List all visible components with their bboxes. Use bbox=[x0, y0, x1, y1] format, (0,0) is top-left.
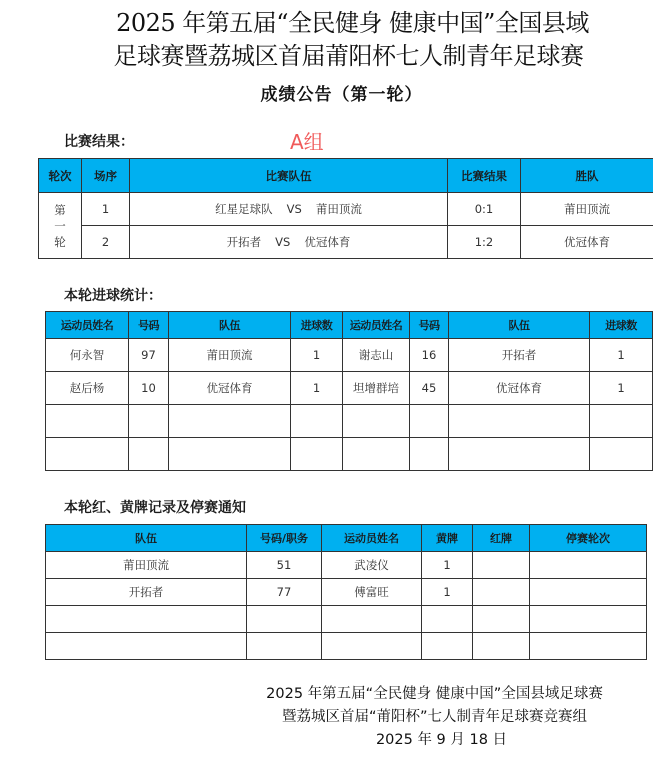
home-team: 开拓者 bbox=[226, 235, 262, 249]
card-team bbox=[46, 633, 247, 660]
vs-label: VS bbox=[275, 235, 291, 249]
goal-count: 1 bbox=[590, 372, 653, 405]
player-team: 开拓者 bbox=[449, 339, 590, 372]
col-header-number: 号码 bbox=[410, 312, 449, 339]
col-header-teams: 比赛队伍 bbox=[130, 159, 448, 193]
table-row bbox=[46, 579, 647, 606]
col-header-score: 比赛结果 bbox=[448, 159, 521, 193]
player-name bbox=[343, 405, 410, 438]
card-team: 莆田顶流 bbox=[46, 552, 247, 579]
player-name bbox=[343, 438, 410, 471]
match-results-table bbox=[38, 158, 653, 259]
round-cell bbox=[39, 193, 82, 259]
table-row-empty bbox=[46, 633, 647, 660]
round-char: 第 bbox=[54, 202, 66, 217]
col-header-team: 队伍 bbox=[46, 525, 247, 552]
player-number: 97 bbox=[129, 339, 169, 372]
goal-count bbox=[291, 438, 343, 471]
yellow-count bbox=[422, 606, 473, 633]
suspension-rounds bbox=[530, 552, 647, 579]
document-title-line1: 2025 年第五届“全民健身 健康中国”全国县域 bbox=[116, 9, 589, 37]
card-number bbox=[247, 606, 322, 633]
col-header-yellow-card: 黄牌 bbox=[422, 525, 473, 552]
document-subtitle: 成绩公告（第一轮） bbox=[260, 85, 423, 105]
match-score: 1:2 bbox=[448, 226, 521, 259]
col-header-number-role: 号码/职务 bbox=[247, 525, 322, 552]
player-team: 优冠体育 bbox=[169, 372, 291, 405]
table-header-row bbox=[46, 525, 647, 552]
table-row bbox=[46, 372, 653, 405]
card-player: 武凌仪 bbox=[322, 552, 422, 579]
player-number: 45 bbox=[410, 372, 449, 405]
col-header-order: 场序 bbox=[82, 159, 130, 193]
col-header-player-name: 运动员姓名 bbox=[322, 525, 422, 552]
suspension-rounds bbox=[530, 579, 647, 606]
match-teams bbox=[130, 193, 448, 226]
round-char: 一 bbox=[54, 218, 66, 233]
round-char: 轮 bbox=[54, 234, 66, 249]
table-header-row bbox=[39, 159, 653, 193]
col-header-team: 队伍 bbox=[449, 312, 590, 339]
card-number: 77 bbox=[247, 579, 322, 606]
player-number bbox=[129, 405, 169, 438]
card-team: 开拓者 bbox=[46, 579, 247, 606]
match-order: 1 bbox=[82, 193, 130, 226]
yellow-count: 1 bbox=[422, 552, 473, 579]
player-number: 16 bbox=[410, 339, 449, 372]
col-header-red-card: 红牌 bbox=[473, 525, 530, 552]
results-section-label: 比赛结果： bbox=[64, 134, 134, 150]
player-number: 10 bbox=[129, 372, 169, 405]
player-name bbox=[46, 405, 129, 438]
away-team: 优冠体育 bbox=[304, 235, 351, 249]
col-header-goals: 进球数 bbox=[590, 312, 653, 339]
player-team bbox=[449, 405, 590, 438]
suspension-rounds bbox=[530, 606, 647, 633]
player-name: 赵后杨 bbox=[46, 372, 129, 405]
goal-count: 1 bbox=[291, 339, 343, 372]
footer-organizer-line2: 暨荔城区首届“莆阳杯”七人制青年足球赛竞赛组 bbox=[281, 709, 588, 725]
footer-organizer-line1: 2025 年第五届“全民健身 健康中国”全国县域足球赛 bbox=[266, 686, 603, 702]
document-title-line2: 足球赛暨荔城区首届莆阳杯七人制青年足球赛 bbox=[113, 42, 584, 70]
goal-count bbox=[291, 405, 343, 438]
col-header-winner: 胜队 bbox=[521, 159, 653, 193]
table-row bbox=[39, 226, 653, 259]
goal-count: 1 bbox=[291, 372, 343, 405]
col-header-goals: 进球数 bbox=[291, 312, 343, 339]
player-team bbox=[169, 405, 291, 438]
match-winner: 莆田顶流 bbox=[521, 193, 653, 226]
table-row bbox=[46, 552, 647, 579]
match-winner: 优冠体育 bbox=[521, 226, 653, 259]
player-number bbox=[410, 438, 449, 471]
table-row bbox=[39, 193, 653, 226]
match-teams bbox=[130, 226, 448, 259]
group-label: A组 bbox=[290, 130, 324, 154]
col-header-player-name: 运动员姓名 bbox=[46, 312, 129, 339]
red-count bbox=[473, 633, 530, 660]
player-name: 谢志山 bbox=[343, 339, 410, 372]
vs-label: VS bbox=[286, 202, 302, 216]
player-name: 何永智 bbox=[46, 339, 129, 372]
card-player bbox=[322, 606, 422, 633]
red-count bbox=[473, 552, 530, 579]
away-team: 莆田顶流 bbox=[315, 202, 362, 216]
table-row-empty bbox=[46, 606, 647, 633]
col-header-player-name: 运动员姓名 bbox=[343, 312, 410, 339]
player-team: 莆田顶流 bbox=[169, 339, 291, 372]
card-player bbox=[322, 633, 422, 660]
yellow-count bbox=[422, 633, 473, 660]
player-team bbox=[169, 438, 291, 471]
cards-section-label: 本轮红、黄牌记录及停赛通知 bbox=[64, 500, 246, 516]
player-team: 优冠体育 bbox=[449, 372, 590, 405]
match-order: 2 bbox=[82, 226, 130, 259]
player-name bbox=[46, 438, 129, 471]
col-header-round: 轮次 bbox=[39, 159, 82, 193]
player-number bbox=[129, 438, 169, 471]
goal-count bbox=[590, 405, 653, 438]
player-team bbox=[449, 438, 590, 471]
player-number bbox=[410, 405, 449, 438]
card-team bbox=[46, 606, 247, 633]
col-header-team: 队伍 bbox=[169, 312, 291, 339]
table-header-row bbox=[46, 312, 653, 339]
red-count bbox=[473, 606, 530, 633]
cards-table bbox=[45, 524, 647, 660]
home-team: 红星足球队 bbox=[215, 202, 273, 216]
col-header-suspension: 停赛轮次 bbox=[530, 525, 647, 552]
match-score: 0:1 bbox=[448, 193, 521, 226]
table-row bbox=[46, 339, 653, 372]
card-player: 傅富旺 bbox=[322, 579, 422, 606]
col-header-number: 号码 bbox=[129, 312, 169, 339]
goal-count bbox=[590, 438, 653, 471]
yellow-count: 1 bbox=[422, 579, 473, 606]
table-row-empty bbox=[46, 405, 653, 438]
card-number: 51 bbox=[247, 552, 322, 579]
player-name: 坦增群培 bbox=[343, 372, 410, 405]
goals-section-label: 本轮进球统计： bbox=[64, 288, 162, 304]
goal-count: 1 bbox=[590, 339, 653, 372]
table-row-empty bbox=[46, 438, 653, 471]
suspension-rounds bbox=[530, 633, 647, 660]
card-number bbox=[247, 633, 322, 660]
footer-date: 2025 年 9 月 18 日 bbox=[375, 732, 508, 748]
goal-stats-table bbox=[45, 311, 653, 471]
red-count bbox=[473, 579, 530, 606]
